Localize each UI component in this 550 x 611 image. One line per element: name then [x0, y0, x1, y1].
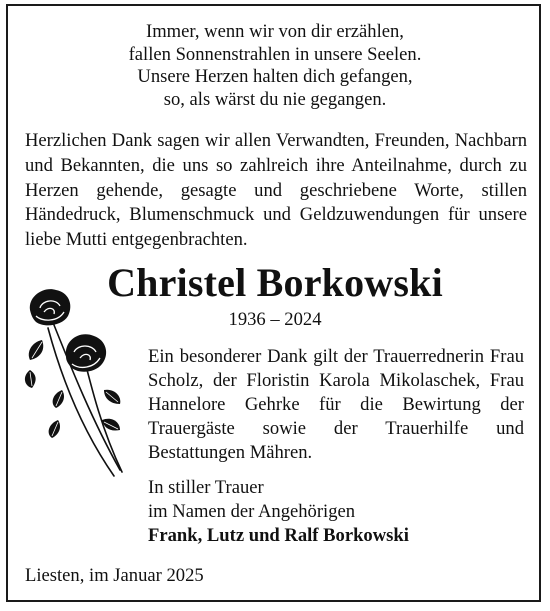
thanks-paragraph: Herzlichen Dank sagen wir allen Verwandten, Freunden, Nachbarn und Bekannten, die uns so zahlreich ihre Anteilnahme, durch zu Herzen gehende, gesagte und geschriebene Worte, stillen Händedruck, Blumenschmuck und Geldzuwendungen für unsere liebe Mutti entgegenbrachten.: [25, 130, 527, 251]
signature-line: In stiller Trauer: [148, 477, 264, 498]
rose-illustration: [22, 280, 142, 480]
deceased-name: Christel Borkowski: [107, 260, 443, 305]
signature-line: im Namen der Angehörigen: [148, 501, 356, 522]
family-names: Frank, Lutz und Ralf Borkowski: [148, 525, 409, 546]
poem-line: Unsere Herzen halten dich gefangen,: [137, 66, 413, 87]
life-years: 1936 – 2024: [228, 309, 322, 330]
poem-line: Immer, wenn wir von dir erzählen,: [146, 21, 404, 42]
poem-line: fallen Sonnenstrahlen in unsere Seelen.: [128, 43, 422, 65]
memorial-poem: [0, 21, 550, 111]
special-thanks-paragraph: Ein besonderer Dank gilt der Trauerrednerin Frau Scholz, der Floristin Karola Mikolaschek, Frau Hannelore Gehrke für die Bewirtung der Trauergäste sowie der Trauerhilfe und Bestattungen Mähren.: [148, 346, 524, 463]
signature-block: [148, 476, 524, 548]
place-and-date: Liesten, im Januar 2025: [25, 565, 204, 586]
poem-line: so, als wärst du nie gegangen.: [163, 88, 387, 110]
